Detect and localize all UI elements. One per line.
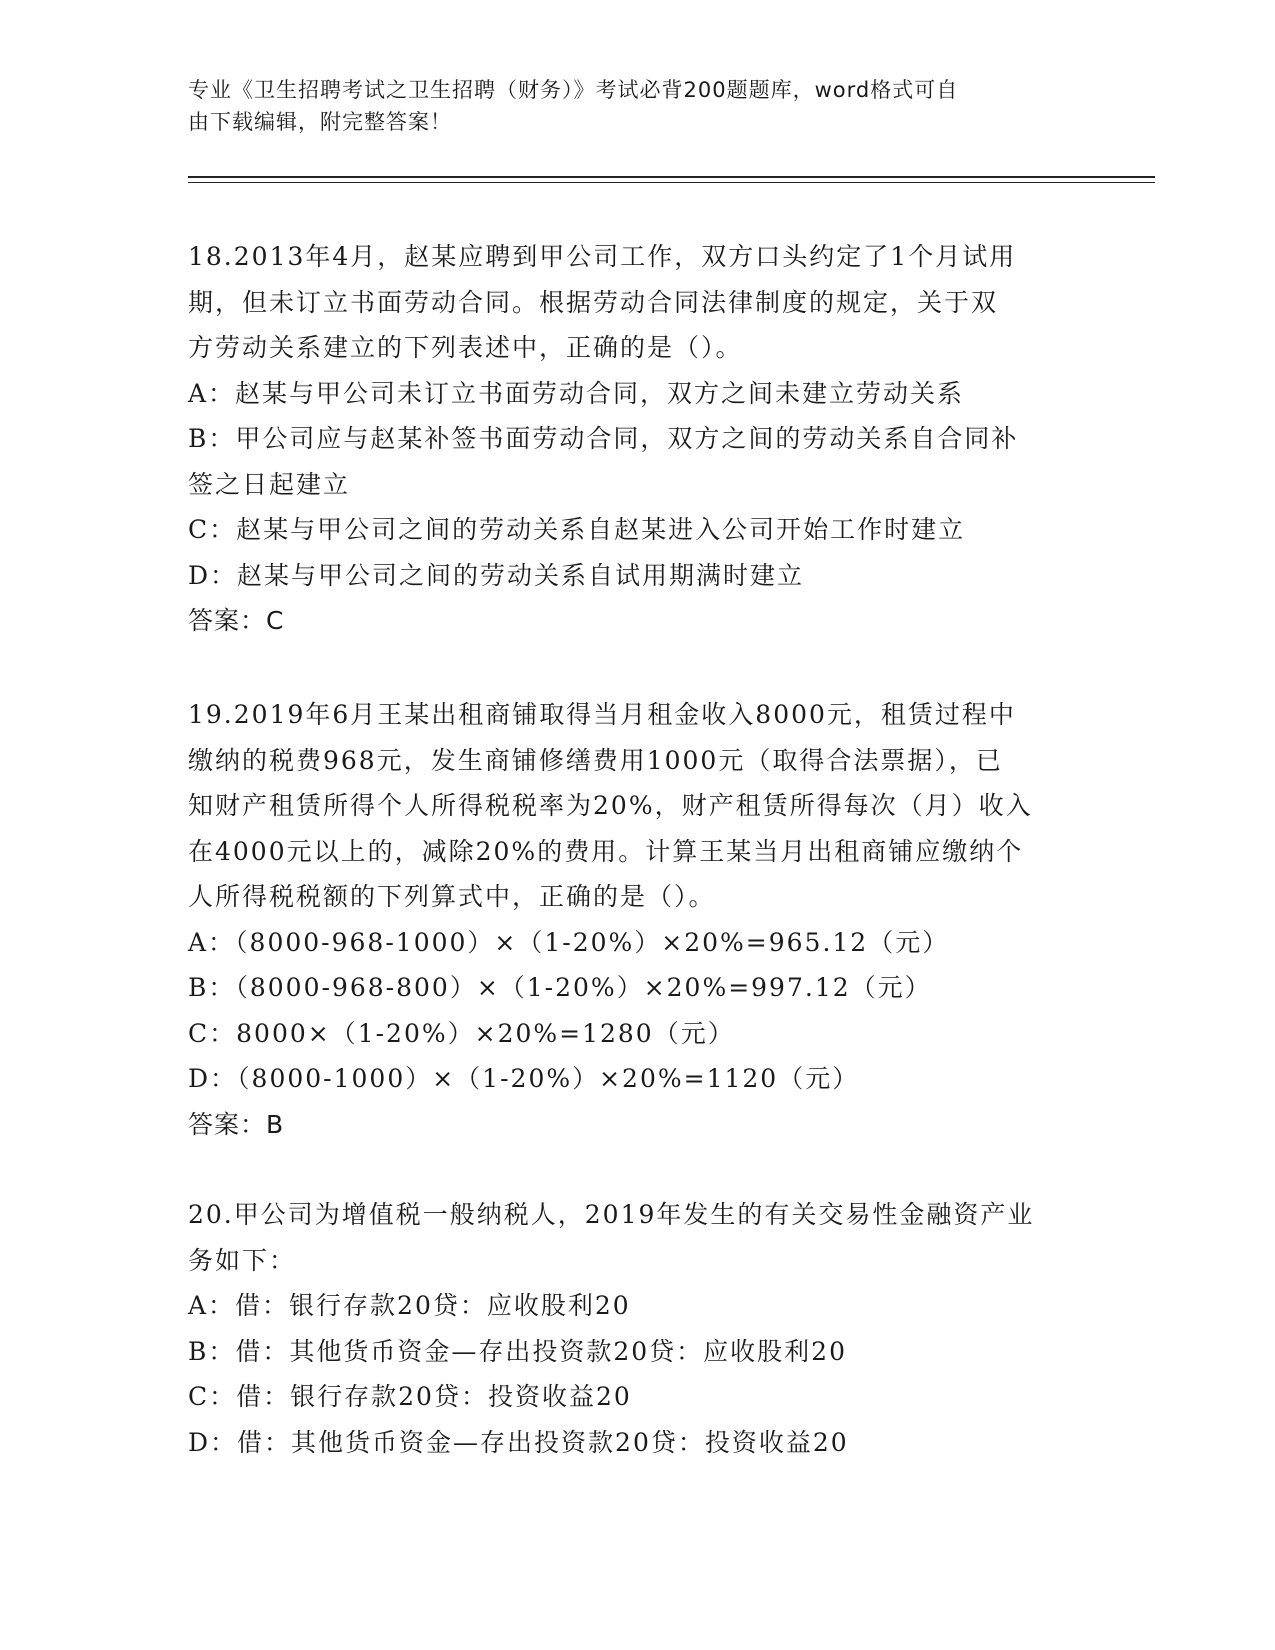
question-20 [188,1192,1088,1465]
option-a: A：（8000-968-1000）×（1-20%）×20%=965.12（元） [188,927,950,957]
option-d: D：赵某与甲公司之间的劳动关系自试用期满时建立 [188,560,805,590]
option-d: D：借：其他货币资金—存出投资款20贷：投资收益20 [188,1427,849,1457]
question-18 [188,234,1088,644]
option-a: A：借：银行存款20贷：应收股利20 [188,1291,631,1320]
option-b: B：（8000-968-800）×（1-20%）×20%=997.12（元） [188,973,932,1002]
option-c: C：赵某与甲公司之间的劳动关系自赵某进入公司开始工作时建立 [188,515,966,544]
header-divider-thick [188,176,1155,178]
question-stem-line: 知财产租赁所得个人所得税税率为20%，财产租赁所得每次（月）收入 [188,791,1033,820]
question-stem-line: 方劳动关系建立的下列表述中，正确的是（）。 [188,333,743,362]
question-stem-line: 人所得税税额的下列算式中，正确的是（）。 [188,882,716,911]
option-a: A：赵某与甲公司未订立书面劳动合同，双方之间未建立劳动关系 [188,378,965,408]
question-stem-line: 务如下： [188,1245,297,1275]
option-b: B：甲公司应与赵某补签书面劳动合同，双方之间的劳动关系自合同补 [188,424,1019,453]
header-line: 专业《卫生招聘考试之卫生招聘（财务）》考试必背200题题库，word格式可自 [188,78,959,102]
option-b: B：借：其他货币资金—存出投资款20贷：应收股利20 [188,1336,847,1366]
question-stem-line: 18.2013年4月，赵某应聘到甲公司工作，双方口头约定了1个月试用 [188,242,1017,271]
option-b-continued: 签之日起建立 [188,469,351,499]
question-stem-line: 20.甲公司为增值税一般纳税人，2019年发生的有关交易性金融资产业 [188,1200,1035,1229]
document-header [188,74,1088,138]
question-stem-line: 19.2019年6月王某出租商铺取得当月租金收入8000元，租赁过程中 [188,700,1016,729]
question-19 [188,692,1088,1147]
option-c: C：借：银行存款20贷：投资收益20 [188,1382,632,1411]
question-stem-line: 缴纳的税费968元，发生商铺修缮费用1000元（取得合法票据），已 [188,745,1003,775]
header-divider-thin [188,182,1155,183]
option-d: D：（8000-1000）×（1-20%）×20%=1120（元） [188,1064,860,1093]
question-stem-line: 期，但未订立书面劳动合同。根据劳动合同法律制度的规定，关于双 [188,287,999,317]
answer-label: 答案：C [188,606,285,635]
header-line: 由下载编辑，附完整答案！ [188,110,452,134]
answer-label: 答案：B [188,1109,285,1139]
option-c: C：8000×（1-20%）×20%=1280（元） [188,1018,735,1048]
question-stem-line: 在4000元以上的，减除20%的费用。计算王某当月出租商铺应缴纳个 [188,836,1024,866]
